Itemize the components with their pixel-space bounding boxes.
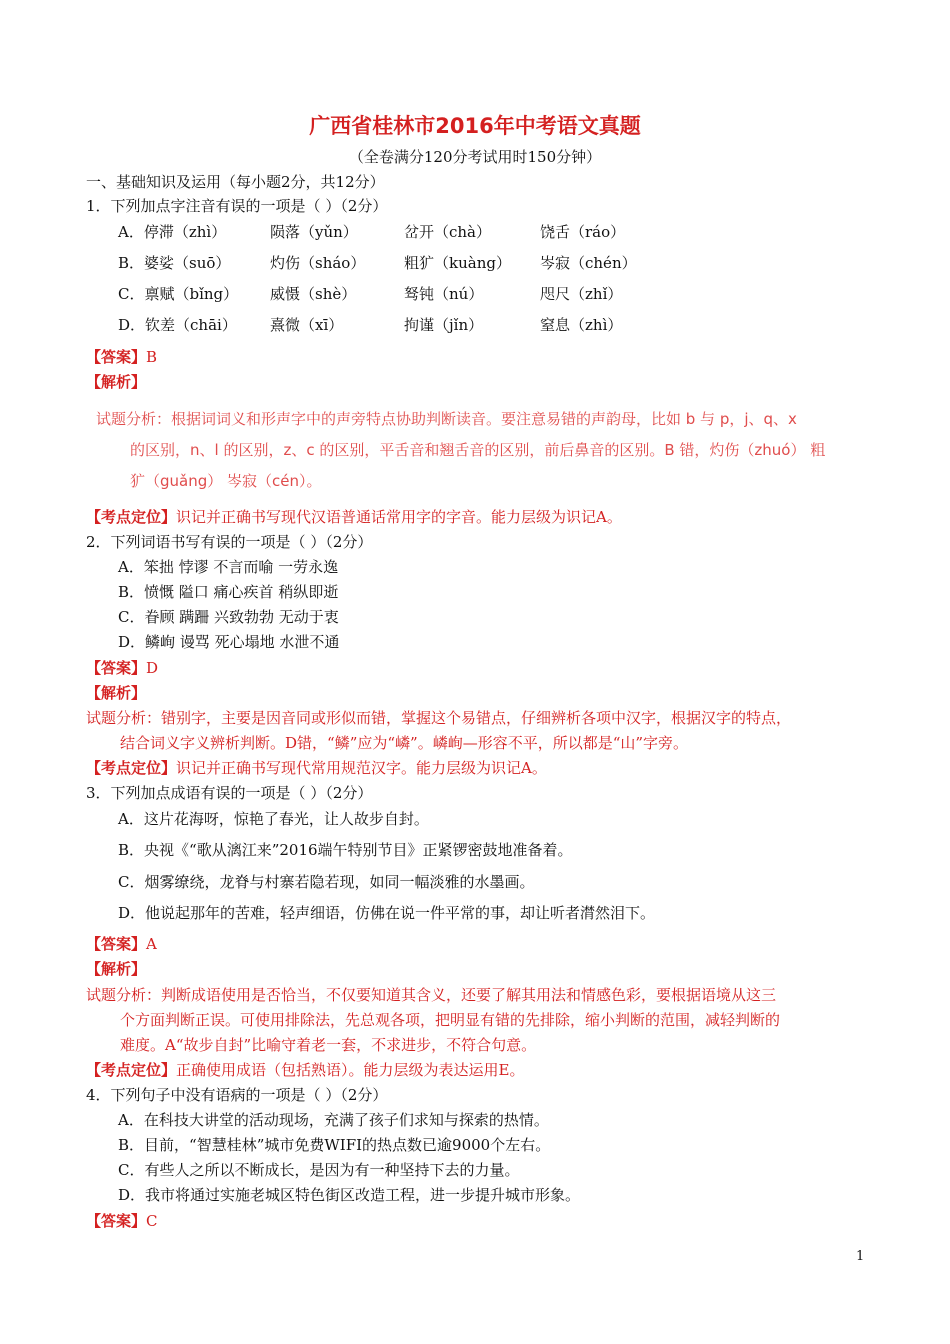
q2-option: C．眷顾 蹒跚 兴致勃勃 无动于衷 xyxy=(118,608,339,626)
q1-option: 岑寂（chén） xyxy=(540,254,637,272)
q1-answer xyxy=(86,346,157,368)
q1-option: 窒息（zhì） xyxy=(540,316,623,334)
q2-analysis-line: 试题分析：错别字，主要是因音同或形似而错，掌握这个易错点，仔细辨析各项中汉字，根据汉字的特点， xyxy=(86,709,792,727)
q1-point: 【考点定位】识记并正确书写现代汉语普通话常用字的字音。能力层级为识记A。 xyxy=(86,508,622,526)
page-subtitle: （全卷满分120分考试用时150分钟） xyxy=(348,148,602,166)
q2-analysis-tag: 【解析】 xyxy=(86,684,147,702)
q4-option: D．我市将通过实施老城区特色街区改造工程，进一步提升城市形象。 xyxy=(118,1186,581,1204)
q3-option: C．烟雾缭绕，龙脊与村寨若隐若现，如同一幅淡雅的水墨画。 xyxy=(118,873,535,891)
question-4-stem: 4．下列句子中没有语病的一项是（ ）（2分） xyxy=(86,1086,388,1104)
q2-option: B．愤慨 隘口 痛心疾首 稍纵即逝 xyxy=(118,583,339,601)
q2-option: D．鳞峋 谩骂 死心塌地 水泄不通 xyxy=(118,633,340,651)
q1-option: 饶舌（ráo） xyxy=(540,223,626,241)
q3-option: D．他说起那年的苦难，轻声细语，仿佛在说一件平常的事，却让听者潸然泪下。 xyxy=(118,904,656,922)
page-title: 广西省桂林市2016年中考语文真题 xyxy=(309,114,641,138)
q3-analysis-line: 难度。A“故步自封”比喻守着老一套，不求进步，不符合句意。 xyxy=(120,1036,537,1054)
q3-analysis-tag: 【解析】 xyxy=(86,960,147,978)
q1-analysis-line: 的区别，n、l 的区别，z、c 的区别，平舌音和翘舌音的区别，前后鼻音的区别。B 错，灼伤（zhuó） 粗 xyxy=(130,441,826,459)
q1-option: 驽钝（nú） xyxy=(404,285,484,303)
q4-option: A．在科技大讲堂的活动现场，充满了孩子们求知与探索的热情。 xyxy=(118,1111,549,1129)
q1-option: 威慑（shè） xyxy=(270,285,357,303)
question-3-stem: 3．下列加点成语有误的一项是（ ）（2分） xyxy=(86,784,373,802)
q4-option: B．目前，“智慧桂林”城市免费WIFI的热点数已逾9000个左右。 xyxy=(118,1136,551,1154)
q1-option: B．婆娑（suō） xyxy=(118,254,231,272)
q1-option: D．钦差（chāi） xyxy=(118,316,237,334)
page-number: 1 xyxy=(856,1249,865,1264)
q1-option: 陨落（yǔn） xyxy=(270,223,358,241)
q3-point: 【考点定位】正确使用成语（包括熟语）。能力层级为表达运用E。 xyxy=(86,1061,525,1079)
q3-answer: 【答案】A xyxy=(86,935,157,953)
q1-option: 拘谨（jǐn） xyxy=(404,316,484,334)
q2-option: A．笨拙 悖谬 不言而喻 一劳永逸 xyxy=(118,558,339,576)
q1-option: 灼伤（sháo） xyxy=(270,254,366,272)
answer-tag: 【答案】 xyxy=(86,348,147,366)
question-2-stem: 2．下列词语书写有误的一项是（ ）（2分） xyxy=(86,533,373,551)
q1-option: 熹微（xī） xyxy=(270,316,344,334)
q1-option: A．停滞（zhì） xyxy=(118,223,227,241)
q3-analysis-line: 试题分析：判断成语使用是否恰当，不仅要知道其含义，还要了解其用法和情感色彩，要根据语境从这三 xyxy=(86,986,777,1004)
q1-option: 粗犷（kuàng） xyxy=(404,254,511,272)
q1-analysis-line: 犷（guǎng） 岑寂（cén）。 xyxy=(130,472,322,490)
q1-option: 岔开（chà） xyxy=(404,223,492,241)
q3-option: A．这片花海呀，惊艳了春光，让人故步自封。 xyxy=(118,810,429,828)
q1-option: C．禀赋（bǐng） xyxy=(118,285,239,303)
q3-analysis-line: 个方面判断正误。可使用排除法，先总观各项，把明显有错的先排除，缩小判断的范围，减轻判断的 xyxy=(120,1011,781,1029)
q4-option: C．有些人之所以不断成长，是因为有一种坚持下去的力量。 xyxy=(118,1161,520,1179)
q2-analysis-line: 结合词义字义辨析判断。D错，“鳞”应为“嶙”。嶙峋—形容不平，所以都是“山”字旁。 xyxy=(120,734,689,752)
section-heading: 一、基础知识及运用（每小题2分，共12分） xyxy=(86,173,385,191)
q1-analysis-tag: 【解析】 xyxy=(86,373,147,391)
answer-value: B xyxy=(146,348,158,366)
question-1-stem: 1．下列加点字注音有误的一项是（ ）（2分） xyxy=(86,197,388,215)
q1-analysis-line: 试题分析：根据词词义和形声字中的声旁特点协助判断读音。要注意易错的声韵母，比如 b 与 p，j、q、x xyxy=(96,410,797,428)
q2-point: 【考点定位】识记并正确书写现代常用规范汉字。能力层级为识记A。 xyxy=(86,759,547,777)
q4-answer: 【答案】C xyxy=(86,1212,158,1230)
q3-option: B．央视《“歌从漓江来”2016端午特别节目》正紧锣密鼓地准备着。 xyxy=(118,841,573,859)
q1-option: 咫尺（zhǐ） xyxy=(540,285,623,303)
q2-answer: 【答案】D xyxy=(86,659,159,677)
